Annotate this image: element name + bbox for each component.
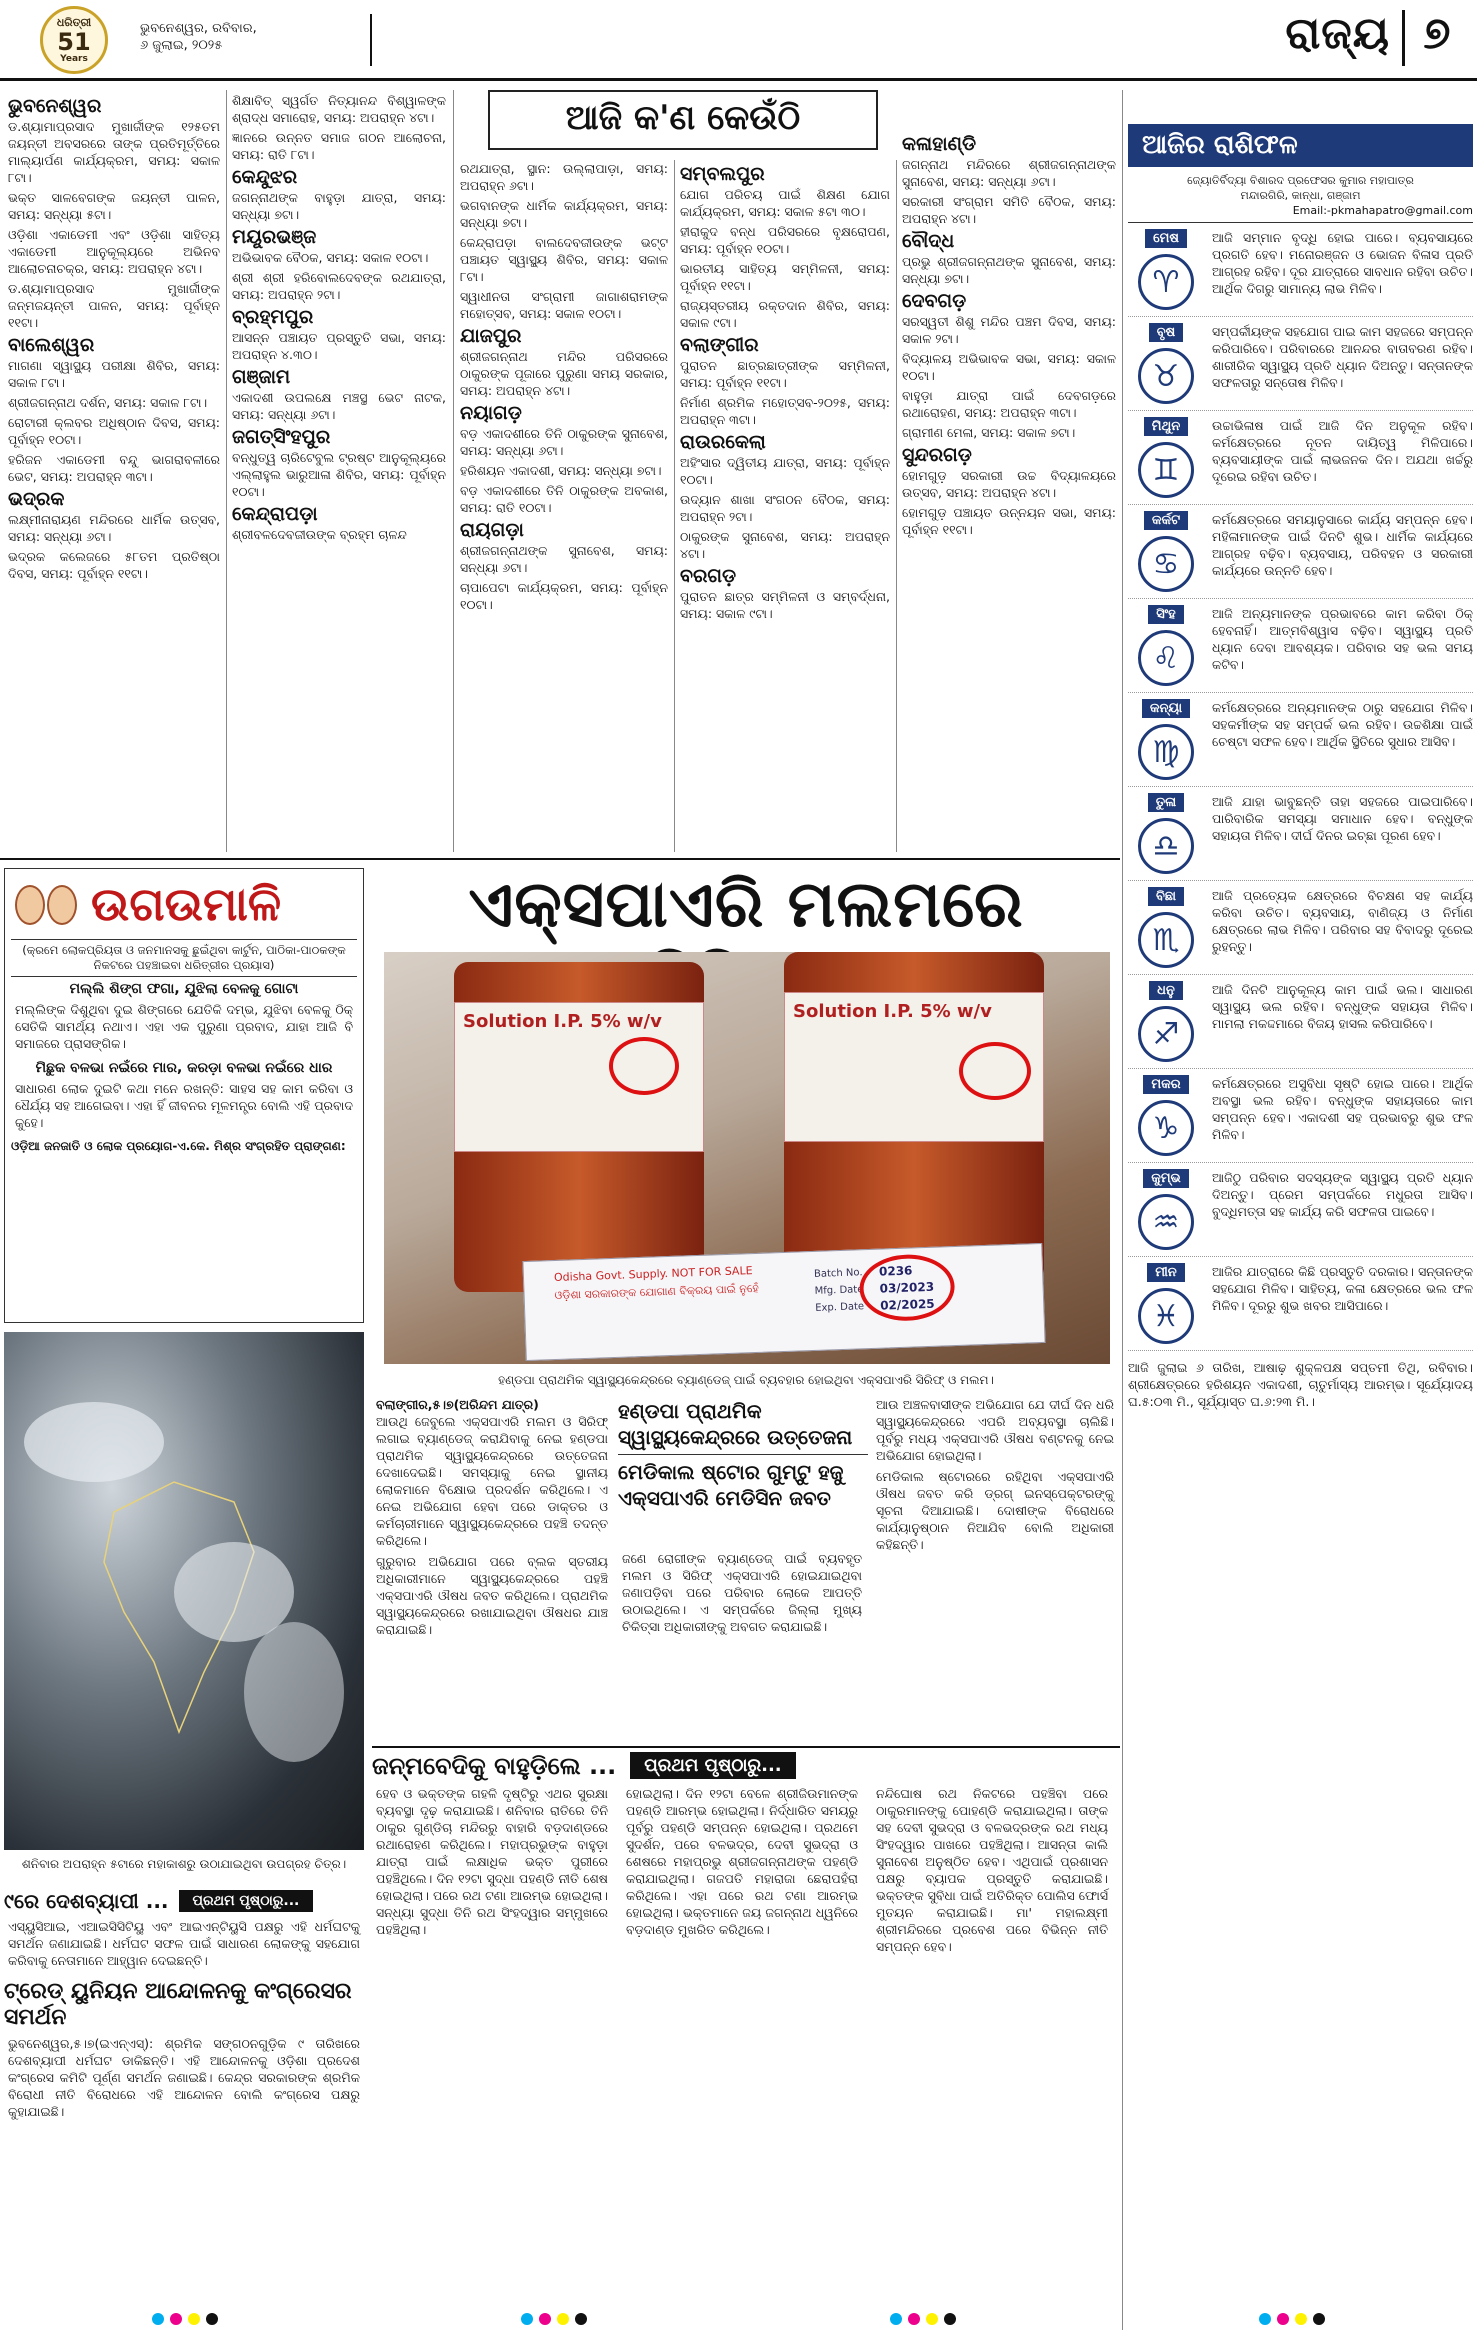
story-para-3: ଜଣେ ରୋଗୀଙ୍କ ବ୍ୟାଣ୍ଡେଜ୍ ପାଇଁ ବ୍ୟବହୃତ ମଲମ ଓ ସିରିଫ୍ ଏକ୍ସପାଏରି ହୋଇଯାଇଥିବା ଜଣାପଡ଼ିବା ପରେ ପରିବାର ଲୋକେ ଆପତ୍ତି ଉଠାଇଥିଲେ। ଏ ସମ୍ପର୍କରେ ଜିଲ୍ଲା ମୁଖ୍ୟ ଚିକିତ୍ସା ଅଧିକାରୀଙ୍କୁ ଅବଗତ କରାଯାଇଛି। [622, 1551, 862, 1634]
continued-tag: ପ୍ରଥମ ପୃଷ୍ଠାରୁ... [179, 1890, 314, 1912]
logo-years: 51 [57, 28, 91, 56]
zodiac-icon: ♐ [1138, 1006, 1194, 1062]
city-heading: ରାୟଗଡ଼ା [460, 519, 524, 541]
rashifal-panel [1128, 124, 1473, 2304]
zodiac-icon: ♈ [1138, 254, 1194, 310]
city-heading: ବାଲେଶ୍ୱର [8, 334, 95, 356]
rashi-sign-row [1128, 1257, 1473, 1351]
column-rule [674, 160, 675, 852]
event-item: ଗ୍ରାମୀଣ ମେଳା, ସମୟ: ସକାଳ ୭ଟା। [902, 425, 1076, 440]
rashi-sign-row [1128, 317, 1473, 411]
events-column-4 [676, 160, 894, 852]
masthead [0, 0, 1477, 82]
batch-label: Batch No. [813, 1267, 863, 1280]
city-heading: ଭୁବନେଶ୍ୱର [8, 95, 102, 117]
janmabedi-head: ଜନ୍ମବେଦିକୁ ବାହୁଡ଼ିଲେ ... [372, 1752, 617, 1780]
city-heading: ବୌଦ୍ଧ [902, 230, 955, 252]
rashi-sign-row [1128, 223, 1473, 317]
highlight-circle [609, 1037, 679, 1095]
event-item: ଚାପାପେଟା କାର୍ଯ୍ୟକ୍ରମ, ସମୟ: ପୂର୍ବାହ୍ନ ୧୦ଟା। [460, 580, 668, 612]
mfg-value: 03/2023 [879, 1279, 935, 1296]
zodiac-icon: ♏ [1138, 912, 1194, 968]
rashi-sign-name: କୁମ୍ଭ [1143, 1169, 1189, 1188]
city-heading: ଯାଜପୁର [460, 325, 522, 347]
nationwide-text: ଏସ୍‌ୟୁସିଆଇ, ଏଆଇସିସିଟିୟୁ ଏବଂ ଆଇଏନ୍‌ଟିୟୁସି ପକ୍ଷରୁ ଏହି ଧର୍ମଘଟକୁ ସମର୍ଥନ ଜଣାଯାଇଛି। ଧର୍ମଘଟ ସଫଳ ପାଇଁ ସାଧାରଣ ଲୋକଙ୍କୁ ସହଯୋଗ କରିବାକୁ ନେତାମାନେ ଆହ୍ୱାନ ଦେଇଛନ୍ତି। [8, 1919, 360, 1968]
event-item: ବିଦ୍ୟାଳୟ ଅଭିଭାବକ ସଭା, ସମୟ: ସକାଳ ୧୦ଟା। [902, 351, 1116, 383]
main-headline: ଏକ୍ସପାଏରି ମଲମରେ [468, 868, 1024, 942]
batch-value: 0236 [878, 1263, 913, 1279]
page-number: ୭ [1423, 8, 1451, 59]
continued-tag: ପ୍ରଥମ ପୃଷ୍ଠାରୁ... [630, 1752, 795, 1779]
exp-value: 02/2025 [879, 1296, 935, 1313]
city-heading: ଜଗତ୍‌ସିଂହପୁର [232, 426, 331, 448]
event-item: ସ୍ୱାଧୀନତା ସଂଗ୍ରାମୀ ଜାଗାଶରାମଙ୍କ ମହୋତ୍ସବ, ସମୟ: ସକାଳ ୧୦ଟା। [460, 289, 668, 321]
main-photo [384, 952, 1110, 1364]
event-item: ରୋଟାରୀ କ୍ଲବର ଅଧିଷ୍ଠାନ ଦିବସ, ସମୟ: ପୂର୍ବାହ୍ନ ୧୦ଟା। [8, 415, 220, 447]
rashi-sign-text: ଆଜି ସମ୍ମାନ ବୃଦ୍ଧି ହୋଇ ପାରେ। ବ୍ୟବସାୟରେ ପ୍ରଗତି ହେବ। ମନୋରଞ୍ଜନ ଓ ଭୋଜନ ବିଳାସ ପ୍ରତି ଆଗ୍ରହ ରହିବ। ଦୂର ଯାତ୍ରାରେ ସାବଧାନ ରହିବା ଉଚିତ। ଆର୍ଥିକ ଦିଗରୁ ସାମାନ୍ୟ ଲାଭ ମିଳିବ। [1212, 230, 1473, 296]
event-item: ଜଗନ୍ନାଥଙ୍କ ବାହୁଡ଼ା ଯାତ୍ରା, ସମୟ: ସନ୍ଧ୍ୟା ୭ଟା। [232, 190, 446, 222]
zodiac-icon: ♌ [1138, 630, 1194, 686]
verse-1-title: ମଲ୍ଲି ଶିଙ୍ଗ ଫଗା, ଯୁଝିଲା ବେଳକୁ ଗୋଟା [69, 981, 299, 997]
color-registration [887, 2310, 959, 2329]
city-heading: କେନ୍ଦୁଝର [232, 166, 298, 188]
trade-union-text: ଭୁବନେଶ୍ୱର,୫।୭(ଇଏନ୍ଏସ୍): ଶ୍ରମିକ ସଙ୍ଗଠନଗୁଡ଼ିକ ୯ ତାରିଖରେ ଦେଶବ୍ୟାପୀ ଧର୍ମଘଟ ଡାକିଛନ୍ତି। ଏହି ଆନ୍ଦୋଳନକୁ ଓଡ଼ିଶା ପ୍ରଦେଶ କଂଗ୍ରେସ କମିଟି ପୂର୍ଣ୍ଣ ସମର୍ଥନ ଜଣାଇଛି। କେନ୍ଦ୍ର ସରକାରଙ୍କ ଶ୍ରମିକ ବିରୋଧୀ ନୀତି ବିରୋଧରେ ଏହି ଆନ୍ଦୋଳନ ବୋଲି କଂଗ୍ରେସ ପକ୍ଷରୁ କୁହାଯାଇଛି। [8, 2036, 360, 2119]
event-item: ଶିକ୍ଷାବିତ୍ ସ୍ୱର୍ଗତ ନିତ୍ୟାନନ୍ଦ ବିଶ୍ୱାଳଙ୍କ ଶ୍ରାଦ୍ଧ ସମାରୋହ, ସମୟ: ଅପରାହ୍ନ ୪ଟା। [232, 93, 446, 125]
rashi-sign-name: ବୃଷ [1149, 323, 1183, 342]
event-item: ହୋମଗୁଡ଼ ପଞ୍ଚାୟତ ଉନ୍ନୟନ ସଭା, ସମୟ: ପୂର୍ବାହ୍ନ ୧୧ଟା। [902, 505, 1116, 537]
story-subhead-1: ହଣ୍ଡପା ପ୍ରାଥମିକ ସ୍ୱାସ୍ଥ୍ୟକେନ୍ଦ୍ରରେ ଉତ୍ତେଜନା [618, 1398, 868, 1455]
event-item: ବାହୁଡ଼ା ଯାତ୍ରା ପାଇଁ ଦେବଗଡ଼ରେ ରଥାରୋହଣ, ସମୟ: ଅପରାହ୍ନ ୩ଟା। [902, 388, 1116, 420]
rashi-sign-badge [1128, 1169, 1204, 1250]
story-column-1 [372, 1396, 612, 1740]
event-item: ମାଗଣା ସ୍ୱାସ୍ଥ୍ୟ ପରୀକ୍ଷା ଶିବିର, ସମୟ: ସକାଳ ୮ଟା। [8, 358, 220, 390]
event-item: ହରିଶୟନ ଏକାଦଶୀ, ସମୟ: ସନ୍ଧ୍ୟା ୭ଟା। [460, 463, 662, 478]
rashi-sign-name: ମିଥୁନ [1144, 417, 1188, 436]
event-item: ଉଦ୍ୟାନ ଶାଖା ସଂଗଠନ ବୈଠକ, ସମୟ: ଅପରାହ୍ନ ୨ଟା। [680, 492, 890, 524]
story-para-5: ମେଡିକାଲ ଷ୍ଟୋରରେ ରହିଥିବା ଏକ୍ସପାଏରି ଔଷଧ ଜବତ କରି ଡ୍ରଗ୍ ଇନସ୍ପେକ୍ଟରଙ୍କୁ ସୂଚନା ଦିଆଯାଇଛି। ଦୋଷୀଙ୍କ ବିରୋଧରେ କାର୍ଯ୍ୟାନୁଷ୍ଠାନ ନିଆଯିବ ବୋଲି ଅଧିକାରୀ କହିଛନ୍ତି। [876, 1469, 1114, 1552]
rashifal-author: ଜ୍ୟୋତିର୍ବିଦ୍ୟା ବିଶାରଦ ପ୍ରଫେସର କୁମାର ମହାପାତ୍ର [1187, 174, 1414, 187]
rashi-sign-row [1128, 1163, 1473, 1257]
rashi-sign-text: ଆଜି ପ୍ରତ୍ୟେକ କ୍ଷେତ୍ରରେ ବିଚକ୍ଷଣ ସହ କାର୍ଯ୍ୟ କରିବା ଉଚିତ। ବ୍ୟବସାୟ, ବାଣିଜ୍ୟ ଓ ନିର୍ମାଣ କ୍ଷେତ୍ରରେ ଲାଭ ମିଳିବ। ପରିବାର ସହ ବିବାଦରୁ ଦୂରେଇ ରୁହନ୍ତୁ। [1212, 888, 1473, 954]
event-item: ନିର୍ମାଣ ଶ୍ରମିକ ମହୋତ୍ସବ-୨୦୨୫, ସମୟ: ଅପରାହ୍ନ ୩ଟା। [680, 395, 890, 427]
event-item: ଅଭିଭାବକ ବୈଠକ, ସମୟ: ସକାଳ ୧୦ଟା। [232, 250, 429, 265]
story-para-1: ଆଉଥି ଜେବୁଲେ ଏକ୍ସପାଏରି ମଲମ ଓ ସିରିଫ୍ ଲଗାଇ ବ୍ୟାଣ୍ଡେଜ୍ କରାଯିବାକୁ ନେଇ ହଣ୍ଡପା ପ୍ରାଥମିକ ସ୍ୱାସ୍ଥ୍ୟକେନ୍ଦ୍ରରେ ଉତ୍ତେଜନା ଦେଖାଦେଇଛି। ସମସ୍ୟାକୁ ନେଇ ସ୍ଥାନୀୟ ଲୋକମାନେ ବିକ୍ଷୋଭ ପ୍ରଦର୍ଶନ କରିଥିଲେ। ଏ ନେଇ ଅଭିଯୋଗ ହେବା ପରେ ଡାକ୍ତର ଓ କର୍ମଚାରୀମାନେ ସ୍ୱାସ୍ଥ୍ୟକେନ୍ଦ୍ରରେ ପହଞ୍ଚି ତଦନ୍ତ କରିଥିଲେ। [376, 1414, 608, 1548]
highlight-circle [858, 1253, 955, 1322]
rashifal-title: ଆଜିର ରାଶିଫଳ [1128, 124, 1473, 167]
event-item: ଯୋଗ ପରିଚୟ ପାଇଁ ଶିକ୍ଷଣ ଯୋଗ କାର୍ଯ୍ୟକ୍ରମ, ସମୟ: ସକାଳ ୫ଟା ୩୦। [680, 187, 890, 219]
story-subheads [618, 1398, 868, 1511]
story-column-3 [872, 1396, 1118, 1740]
event-item: ଠାକୁରଙ୍କ ସୁନାବେଶ, ସମୟ: ଅପରାହ୍ନ ୪ଟା। [680, 529, 890, 561]
city-heading: ନୟାଗଡ଼ [460, 402, 522, 424]
rashi-sign-badge [1128, 417, 1204, 498]
column-rule [1122, 90, 1123, 2330]
rashi-sign-row [1128, 693, 1473, 787]
rashi-sign-badge [1128, 981, 1204, 1062]
rashi-sign-name: କନ୍ୟା [1142, 699, 1190, 718]
city-heading: ଦେବଗଡ଼ [902, 290, 967, 312]
rashi-sign-name: ଧନୁ [1149, 981, 1183, 1000]
verse-2-title: ମିଛୁକ ବଳଭା ନଇଁରେ ମାର, କରଡ଼ା ବଳଭା ନଇଁରେ ଧାର [35, 1060, 333, 1076]
satellite-image [4, 1332, 364, 1850]
column-rule [226, 90, 227, 852]
rashi-sign-row [1128, 411, 1473, 505]
rashi-sign-text: କର୍ମକ୍ଷେତ୍ରରେ ଅନ୍ୟମାନଙ୍କ ଠାରୁ ସହଯୋଗ ମିଳିବ। ସହକର୍ମୀଙ୍କ ସହ ସମ୍ପର୍କ ଭଲ ରହିବ। ଉଚ୍ଚଶିକ୍ଷା ପାଇଁ ଚେଷ୍ଟା ସଫଳ ହେବ। ଆର୍ଥିକ ସ୍ଥିତିରେ ସୁଧାର ଆସିବ। [1212, 700, 1473, 749]
section-rule [0, 858, 1120, 860]
rashi-sign-badge [1128, 793, 1204, 874]
city-heading: ସମ୍ବଲପୁର [680, 163, 765, 185]
panjika-text: ଆଜି ଜୁଲାଇ ୬ ତାରିଖ, ଆଷାଢ଼ ଶୁକ୍ଳପକ୍ଷ ସପ୍ତମୀ ତିଥି, ରବିବାର। ଶ୍ରୀକ୍ଷେତ୍ରରେ ହରିଶୟନ ଏକାଦଶୀ, ଚାତୁର୍ମାସ୍ୟ ଆରମ୍ଭ। ସୂର୍ଯ୍ୟୋଦୟ ଘ.୫:୦୩ ମି., ସୂର୍ଯ୍ୟାସ୍ତ ଘ.୬:୨୩ ମି.। [1128, 1360, 1473, 1409]
janmabedi-story [372, 1752, 1120, 2297]
event-item: ପୁରାତନ ଛାତ୍ର ସମ୍ମିଳନୀ ଓ ସମ୍ବର୍ଦ୍ଧନା, ସମୟ: ସକାଳ ୯ଟା। [680, 589, 890, 621]
events-column-5 [898, 130, 1120, 852]
rashi-sign-text: ଉଚ୍ଚାଭିଳାଷ ପାଇଁ ଆଜି ଦିନ ଅନୁକୂଳ ରହିବ। କର୍ମକ୍ଷେତ୍ରରେ ନୂତନ ଦାୟିତ୍ୱ ମିଳିପାରେ। ବ୍ୟବସାୟୀଙ୍କ ପାଇଁ ଲାଭଜନକ ଦିନ। ଅଯଥା ଖର୍ଚ୍ଚରୁ ଦୂରେଇ ରହିବା ଉଚିତ। [1212, 418, 1473, 484]
color-registration [518, 2310, 590, 2329]
story-subhead-2: ମେଡିକାଲ ଷ୍ଟୋର ଗୁମ୍‌ଟୁ ହଜୁ ଏକ୍ସପାଏରି ମେଡିସିନ ଜବତ [618, 1460, 844, 1510]
rashi-sign-row [1128, 787, 1473, 881]
rashi-sign-name: ବିଛା [1148, 887, 1184, 906]
rashi-sign-name: ମକର [1143, 1075, 1188, 1094]
rashi-sign-text: ଆଜି ଦିନଟି ଆନୁକୂଳ୍ୟ କାମ ପାଇଁ ଭଲ। ସାଧାରଣ ସ୍ୱାସ୍ଥ୍ୟ ଭଲ ରହିବ। ବନ୍ଧୁଙ୍କ ସହାୟତା ମିଳିବ। ମାମଲା ମକଦ୍ଦମାରେ ବିଜୟ ହାସଲ କରିପାରିବେ। [1212, 982, 1473, 1031]
story-para-4: ଆଉ ଅଞ୍ଚଳବାସୀଙ୍କ ଅଭିଯୋଗ ଯେ ଦୀର୍ଘ ଦିନ ଧରି ସ୍ୱାସ୍ଥ୍ୟକେନ୍ଦ୍ରରେ ଏପରି ଅବ୍ୟବସ୍ଥା ଚାଲିଛି। ପୂର୍ବରୁ ମଧ୍ୟ ଏକ୍ସପାଏରି ଔଷଧ ବଣ୍ଟନକୁ ନେଇ ଅଭିଯୋଗ ହୋଇଥିଲା। [876, 1397, 1114, 1463]
rashi-sign-badge [1128, 1075, 1204, 1156]
story-dateline: ବଲାଙ୍ଗୀର,୫।୭(ଅରିନ୍ଦମ ଯାତ୍ର) [376, 1397, 539, 1412]
rashi-sign-text: କର୍ମକ୍ଷେତ୍ରରେ ଅସୁବିଧା ସୃଷ୍ଟି ହୋଇ ପାରେ। ଆର୍ଥିକ ଅବସ୍ଥା ଭଲ ରହିବ। ବନ୍ଧୁଙ୍କ ସହାୟତାରେ କାମ ସମ୍ପନ୍ନ ହେବ। ଏକାଦଶୀ ସହ ପ୍ରଭାବରୁ ଶୁଭ ଫଳ ମିଳିବ। [1212, 1076, 1473, 1142]
trade-union-head: ଟ୍ରେଡ୍ ୟୁନିୟନ ଆନ୍ଦୋଳନକୁ କଂଗ୍ରେସର ସମର୍ଥନ [4, 1979, 352, 2030]
print-registration-marks [0, 2299, 1477, 2339]
rashi-sign-badge [1128, 887, 1204, 968]
cartoon-faces-icon [11, 875, 81, 935]
event-item: ଓଡ଼ିଶା ଏକାଡେମୀ ଏବଂ ଓଡ଼ିଶା ସାହିତ୍ୟ ଏକାଡେମୀ ଆନୁକୂଲ୍ୟରେ ଅଭିନବ ଆଲୋଚନାଚକ୍ର, ସମୟ: ଅପରାହ୍ନ ୪ଟା। [8, 227, 220, 276]
zodiac-icon: ♒ [1138, 1194, 1194, 1250]
event-item: ଭାରତୀୟ ସାହିତ୍ୟ ସମ୍ମିଳନୀ, ସମୟ: ପୂର୍ବାହ୍ନ ୧୧ଟା। [680, 261, 890, 293]
bottle-left [454, 962, 704, 1292]
continued-column-b: ହୋଇଥିଲା। ଦିନ ୧୨ଟା ବେଳେ ଶ୍ରୀଜିଉମାନଙ୍କ ପହଣ୍ଡି ଆରମ୍ଭ ହୋଇଥିଲା। ନିର୍ଦ୍ଧାରିତ ସମୟରୁ ପୂର୍ବରୁ ପହଣ୍ଡି ସମ୍ପନ୍ନ ହୋଇଥିଲା। ପ୍ରଥମେ ସୁଦର୍ଶନ, ପରେ ବଳଭଦ୍ର, ଦେବୀ ସୁଭଦ୍ରା ଓ ଶେଷରେ ମହାପ୍ରଭୁ ଶ୍ରୀଜଗନ୍ନାଥଙ୍କ ପହଣ୍ଡି କରାଯାଇଥିଲା। ଗଜପତି ମହାରାଜା ଛେରାପହଁରା କରିଥିଲେ। ଏହା ପରେ ରଥ ଟଣା ଆରମ୍ଭ ହୋଇଥିଲା। ଭକ୍ତମାନେ ଜୟ ଜଗନ୍ନାଥ ଧ୍ୱନିରେ ବଡ଼ଦାଣ୍ଡ ମୁଖରିତ କରିଥିଲେ। [626, 1786, 858, 1937]
ugaumali-title: ଉଗଉମାଳି [91, 877, 282, 931]
events-column-2 [228, 92, 450, 852]
event-item: ଶ୍ରୀଜଗନ୍ନାଥ ମନ୍ଦିର ପରିସରରେ ଠାକୁରଙ୍କ ପୂଜାରେ ପୁରୁଣା ସମୟ ସରକାର, ସମୟ: ଅପରାହ୍ନ ୪ଟା। [460, 349, 668, 398]
zodiac-icon: ♑ [1138, 1100, 1194, 1156]
rashi-sign-name: ମେଷ [1145, 229, 1187, 248]
janmabedi-text: ହେବ ଓ ଭକ୍ତଙ୍କ ଗହଳି ଦୃଷ୍ଟିରୁ ଏଥର ସୁରକ୍ଷା ବ୍ୟବସ୍ଥା ଦୃଢ଼ କରାଯାଇଛି। ଶନିବାର ରାତିରେ ତିନି ଠାକୁର ଗୁଣ୍ଡିଚା ମନ୍ଦିରରୁ ବାହାରି ବଡ଼ଦାଣ୍ଡରେ ରଥାରୋହଣ କରିଥିଲେ। ମହାପ୍ରଭୁଙ୍କ ବାହୁଡ଼ା ଯାତ୍ରା ପାଇଁ ଲକ୍ଷାଧିକ ଭକ୍ତ ପୁରୀରେ ପହଞ୍ଚିଥିଲେ। ଦିନ ୧୨ଟା ସୁଦ୍ଧା ପହଣ୍ଡି ନୀତି ଶେଷ ହୋଇଥିଲା। ପରେ ରଥ ଟଣା ଆରମ୍ଭ ହୋଇଥିଲା। ସନ୍ଧ୍ୟା ସୁଦ୍ଧା ତିନି ରଥ ସିଂହଦ୍ୱାର ସମ୍ମୁଖରେ ପହଞ୍ଚିଥିଲା। [376, 1786, 608, 1937]
rashi-sign-row [1128, 599, 1473, 693]
zodiac-icon: ♊ [1138, 442, 1194, 498]
color-registration [149, 2310, 221, 2329]
bottle-label-text: Solution I.P. 5% w/v [793, 1001, 992, 1022]
exp-label: Exp. Date [815, 1301, 865, 1314]
events-column-3 [456, 160, 672, 852]
city-heading: କେନ୍ଦ୍ରାପଡ଼ା [232, 503, 318, 525]
event-item: ଶ୍ରୀବଳଦେବଜୀଉଙ୍କ ବ୍ରହ୍ମ ଚାଳନ୍ଦ [232, 527, 407, 542]
logo-text: ଧରିତ୍ରୀ [56, 16, 92, 29]
continued-column-c: ନନ୍ଦିଘୋଷ ରଥ ନିକଟରେ ପହଞ୍ଚିବା ପରେ ଠାକୁରମାନଙ୍କୁ ପୋହଣ୍ଡି କରାଯାଇଥିଲା। ତାଙ୍କ ସହ ଦେବୀ ସୁଭଦ୍ରା ଓ ବଳଭଦ୍ରଙ୍କ ରଥ ମଧ୍ୟ ସିଂହଦ୍ୱାର ପାଖରେ ପହଞ୍ଚିଥିଲା। ଆସନ୍ତା କାଲି ସୁନାବେଶ ଅନୁଷ୍ଠିତ ହେବ। ଏଥିପାଇଁ ପ୍ରଶାସନ ପକ୍ଷରୁ ବ୍ୟାପକ ପ୍ରସ୍ତୁତି କରାଯାଇଛି। ଭକ୍ତଙ୍କ ସୁବିଧା ପାଇଁ ଅତିରିକ୍ତ ପୋଲିସ ଫୋର୍ସ ମୁତୟନ କରାଯାଇଛି। ମା' ମହାଲକ୍ଷ୍ମୀ ଶ୍ରୀମନ୍ଦିରରେ ପ୍ରବେଶ ପରେ ବିଭିନ୍ନ ନୀତି ସମ୍ପନ୍ନ ହେବ। [876, 1786, 1108, 1954]
verse-2-text: ସାଧାରଣ ଲୋକ ଦୁଇଟି କଥା ମନେ ରଖନ୍ତି: ସାହସ ସହ କାମ କରିବା ଓ ଧୈର୍ଯ୍ୟ ସହ ଆଗେଇବା। ଏହା ହିଁ ଜୀବନର ମୂଳମନ୍ତ୍ର ବୋଲି ଏହି ପ୍ରବାଦ କୁହେ। [15, 1081, 353, 1130]
verse-1-text: ମଲ୍ଲିଙ୍କ ଦିଶୁଥିବା ଦୁଇ ଶିଙ୍ଗରେ ଯେତିକି ଦମ୍ଭ, ଯୁଝିବା ବେଳକୁ ଠିକ୍ ସେତିକି ସାମର୍ଥ୍ୟ ନଥାଏ। ଏହା ଏକ ପୁରୁଣା ପ୍ରବାଦ, ଯାହା ଆଜି ବି ସମାଜରେ ପ୍ରାସଙ୍ଗିକ। [15, 1002, 353, 1051]
city-heading: କଳାହାଣ୍ଡି [902, 133, 977, 155]
rashi-sign-badge [1128, 605, 1204, 686]
rashi-sign-text: ଆଜି ଅନ୍ୟମାନଙ୍କ ପ୍ରଭାବରେ କାମ କରିବା ଠିକ୍ ହେବନାହିଁ। ଆତ୍ମବିଶ୍ୱାସ ବଢ଼ିବ। ସ୍ୱାସ୍ଥ୍ୟ ପ୍ରତି ଧ୍ୟାନ ଦେବା ଆବଶ୍ୟକ। ପରିବାର ସହ ଭଲ ସମୟ କଟିବ। [1212, 606, 1473, 672]
zodiac-icon: ♉ [1138, 348, 1194, 404]
rashi-sign-name: ମୀନ [1147, 1263, 1185, 1282]
city-heading: ବରଗଡ଼ [680, 565, 737, 587]
event-item: ଆସନ୍ନ ପଞ୍ଚାୟତ ପ୍ରସ୍ତୁତି ସଭା, ସମୟ: ଅପରାହ୍ନ ୪.୩୦। [232, 330, 446, 362]
nationwide-story [4, 1888, 364, 2128]
satellite-caption: ଶନିବାର ଅପରାହ୍ନ ୫ଟାରେ ମହାକାଶରୁ ଉଠାଯାଇଥିବା ଉପଗ୍ରହ ଚିତ୍ର। [21, 1857, 347, 1871]
rashi-sign-badge [1128, 511, 1204, 592]
rashi-sign-name: ତୁଳା [1148, 793, 1184, 812]
story-column-2 [618, 1550, 866, 1740]
event-item: ବଡ଼ ଏକାଦଶୀରେ ତିନି ଠାକୁରଙ୍କ ସୁନାବେଶ, ସମୟ: ସନ୍ଧ୍ୟା ୬ଟା। [460, 426, 668, 458]
city-heading: ରାଉରକେଲା [680, 431, 766, 453]
bottle-label-text: Solution I.P. 5% w/v [463, 1011, 662, 1032]
logo-years-label: Years [60, 54, 88, 64]
bottle-right [784, 952, 1044, 1282]
rashi-sign-row [1128, 505, 1473, 599]
event-item: ହୀରାକୁଦ ବନ୍ଧ ପରିସରରେ ବୃକ୍ଷରୋପଣ, ସମୟ: ପୂର୍ବାହ୍ନ ୧୦ଟା। [680, 224, 890, 256]
event-item: ହୋମଗୁଡ଼ ସରକାରୀ ଉଚ୍ଚ ବିଦ୍ୟାଳୟରେ ଉତ୍ସବ, ସମୟ: ଅପରାହ୍ନ ୪ଟା। [902, 468, 1116, 500]
city-heading: ମୟୂରଭଞ୍ଜ [232, 226, 317, 248]
event-item: ସରକାରୀ ସଂଗ୍ରାମ ସମିତି ବୈଠକ, ସମୟ: ଅପରାହ୍ନ ୪ଟା। [902, 194, 1116, 226]
rashi-sign-text: କର୍ମକ୍ଷେତ୍ରରେ ସମୟାନୁସାରେ କାର୍ଯ୍ୟ ସମ୍ପନ୍ନ ହେବ। ମହିଳାମାନଙ୍କ ପାଇଁ ଦିନଟି ଶୁଭ। ଧାର୍ମିକ କାର୍ଯ୍ୟରେ ଆଗ୍ରହ ବଢ଼ିବ। ବ୍ୟବସାୟ, ପରିବହନ ଓ ସରକାରୀ କାର୍ଯ୍ୟରେ ଉନ୍ନତି ହେବ। [1212, 512, 1473, 578]
city-heading: ବ୍ରହ୍ମପୁର [232, 306, 314, 328]
highlight-circle [959, 1042, 1031, 1100]
event-item: ଜ୍ଞାନରେ ଉନ୍ନତ ସମାଜ ଗଠନ ଆଲୋଚନା, ସମୟ: ରାତି ୮ଟା। [232, 130, 446, 162]
event-item: ଲକ୍ଷ୍ମୀନାରାୟଣ ମନ୍ଦିରରେ ଧାର୍ମିକ ଉତ୍ସବ, ସମୟ: ସନ୍ଧ୍ୟା ୬ଟା। [8, 512, 220, 544]
city-heading: ବଲାଙ୍ଗୀର [680, 334, 759, 356]
event-item: ଏକାଦଶୀ ଉପଲକ୍ଷେ ମଞ୍ଚସ୍ଥ ଭେଟ ନାଟକ, ସମୟ: ସନ୍ଧ୍ୟା ୬ଟା। [232, 390, 446, 422]
city-heading: ଗଞ୍ଜାମ [232, 366, 291, 388]
rashi-sign-name: କର୍କଟ [1144, 511, 1188, 530]
zodiac-icon: ♍ [1138, 724, 1194, 780]
events-column-1 [4, 92, 224, 852]
ugaumali-credit: ଓଡ଼ିଆ ଜନଜାତି ଓ ଲୋକ ପ୍ରୟୋଗ-ଏ.କେ. ମିଶ୍ର ସଂଗ୍ରହିତ ପ୍ରାଙ୍ଗଣ: [11, 1139, 346, 1153]
event-item: ବଡ଼ ଏକାଦଶୀରେ ତିନି ଠାକୁରଙ୍କ ଅବକାଶ, ସମୟ: ରାତି ୧୦ଟା। [460, 483, 668, 515]
event-item: ଭକ୍ତ ସାଳବେଗଙ୍କ ଜୟନ୍ତୀ ପାଳନ, ସମୟ: ସନ୍ଧ୍ୟା ୫ଟା। [8, 190, 220, 222]
rashifal-email: Email:-pkmahapatro@gmail.com [1128, 203, 1473, 223]
event-item: ବନ୍ଧୁତ୍ୱ ଚାରିଟେବୁଲ ଟ୍ରଷ୍ଟ ଆନୁକୂଲ୍ୟରେ ଏଲ୍ଲାହୁଲ ଭାରୁଆଳା ଶିବିର, ସମୟ: ପୂର୍ବାହ୍ନ ୧୦ଟା। [232, 450, 446, 499]
zodiac-icon: ♓ [1138, 1288, 1194, 1344]
event-item: ପୁରାତନ ଛାତ୍ରଛାତ୍ରୀଙ୍କ ସମ୍ମିଳନୀ, ସମୟ: ପୂର୍ବାହ୍ନ ୧୧ଟା। [680, 358, 890, 390]
rashi-sign-text: ସମ୍ପର୍କୀୟଙ୍କ ସହଯୋଗ ପାଇ କାମ ସହଜରେ ସମ୍ପନ୍ନ କରିପାରିବେ। ପରିବାରରେ ଆନନ୍ଦର ବାତାବରଣ ରହିବ। ଶାରୀରିକ ସ୍ୱାସ୍ଥ୍ୟ ପ୍ରତି ଧ୍ୟାନ ଦିଅନ୍ତୁ। ସନ୍ତାନଙ୍କ ସଫଳତାରୁ ସନ୍ତୋଷ ମିଳିବ। [1212, 324, 1473, 390]
section-title: ରାଜ୍ୟ [1285, 8, 1390, 59]
event-item: ଅହିଂସାର ଦ୍ୱିତୀୟ ଯାତ୍ରା, ସମୟ: ପୂର୍ବାହ୍ନ ୧୦ଟା। [680, 455, 890, 487]
satellite-map-outline [4, 1332, 364, 1850]
event-item: ଜଗନ୍ନାଥ ମନ୍ଦିରରେ ଶ୍ରୀଜଗନ୍ନାଥଙ୍କ ସୁନାବେଶ, ସମୟ: ସନ୍ଧ୍ୟା ୬ଟା। [902, 157, 1116, 189]
medicine-box [522, 1243, 1045, 1361]
column-rule [896, 160, 897, 852]
event-item: ଶ୍ରୀ ଶ୍ରୀ ହରିବୋଲଦେବଙ୍କ ରଥଯାତ୍ରା, ସମୟ: ଅପରାହ୍ନ ୨ଟା। [232, 270, 446, 302]
zodiac-icon: ♎ [1138, 818, 1194, 874]
event-item: ସରସ୍ୱତୀ ଶିଶୁ ମନ୍ଦିର ପଞ୍ଚମ ଦିବସ, ସମୟ: ସକାଳ ୨ଟା। [902, 314, 1116, 346]
ugaumali-intro: (କ୍ରମେ ଲୋକପ୍ରିୟତା ଓ ଜନମାନସକୁ ଛୁଇଁଥିବା କାର୍ଟୁନ, ପାଠିକା-ପାଠକଙ୍କ ନିକଟରେ ପହଞ୍ଚାଇବା ଧରିତ୍ରୀର ପ୍ରୟାସ) [11, 939, 357, 977]
event-item: ରାଜ୍ୟସ୍ତରୀୟ ରକ୍ତଦାନ ଶିବିର, ସମୟ: ସକାଳ ୯ଟା। [680, 298, 890, 330]
photo-caption: ହଣ୍ଡପା ପ୍ରାଥମିକ ସ୍ୱାସ୍ଥ୍ୟକେନ୍ଦ୍ରରେ ବ୍ୟାଣ୍ଡେଜ୍ ପାଇଁ ବ୍ୟବହାର ହୋଇଥିବା ଏକ୍ସପାଏରି ସିରିଫ୍ ଓ ମଲମ। [498, 1373, 994, 1387]
ugaumali-box [4, 868, 364, 1323]
event-item: ଡ.ଶ୍ୟାମାପ୍ରସାଦ ମୁଖାର୍ଜୀଙ୍କ ଜନ୍ମଜୟନ୍ତୀ ପାଳନ, ସମୟ: ପୂର୍ବାହ୍ନ ୧୧ଟା। [8, 281, 220, 330]
story-para-2: ଗୁରୁବାର ଅଭିଯୋଗ ପରେ ବ୍ଲକ ସ୍ତରୀୟ ଅଧିକାରୀମାନେ ସ୍ୱାସ୍ଥ୍ୟକେନ୍ଦ୍ରରେ ପହଞ୍ଚି ଏକ୍ସପାଏରି ଔଷଧ ଜବତ କରିଥିଲେ। ପ୍ରାଥମିକ ସ୍ୱାସ୍ଥ୍ୟକେନ୍ଦ୍ରରେ ରଖାଯାଇଥିବା ଔଷଧର ଯାଞ୍ଚ କରାଯାଇଛି। [376, 1554, 608, 1637]
event-item: ପ୍ରଭୁ ଶ୍ରୀଜଗନ୍ନାଥଙ୍କ ସୁନାବେଶ, ସମୟ: ସନ୍ଧ୍ୟା ୭ଟା। [902, 254, 1116, 286]
rashi-sign-row [1128, 881, 1473, 975]
rashi-sign-badge [1128, 699, 1204, 780]
city-heading: ସୁନ୍ଦରଗଡ଼ [902, 444, 972, 466]
rashi-sign-text: ଆଜି ଯାହା ଭାବୁଛନ୍ତି ତାହା ସହଜରେ ପାଇପାରିବେ। ପାରିବାରିକ ସମସ୍ୟା ସମାଧାନ ହେବ। ବନ୍ଧୁଙ୍କ ସହାୟତା ମିଳିବ। ଦୀର୍ଘ ଦିନର ଇଚ୍ଛା ପୂରଣ ହେବ। [1212, 794, 1473, 843]
event-item: କେନ୍ଦ୍ରାପଡ଼ା ବାଲଦେବଜୀଉଙ୍କ ଭଟ୍ଟ ପଞ୍ଚାୟତ ସ୍ୱାସ୍ଥ୍ୟ ଶିବିର, ସମୟ: ସକାଳ ୮ଟା। [460, 235, 668, 284]
city-heading: ଭଦ୍ରକ [8, 488, 65, 510]
rashi-sign-badge [1128, 229, 1204, 310]
rashifal-address: ମନ୍ଦାରଗିରି, କାନ୍ଧା, ଗଞ୍ଜାମ [1240, 189, 1361, 202]
event-item: ଡ.ଶ୍ୟାମାପ୍ରସାଦ ମୁଖାର୍ଜୀଙ୍କ ୧୨୫ତମ ଜୟନ୍ତୀ ଅବସରରେ ତାଙ୍କ ପ୍ରତିମୂର୍ତ୍ତିରେ ମାଲ୍ୟାର୍ପଣ କାର୍ଯ୍ୟକ୍ରମ, ସମୟ: ସକାଳ ୮ଟା। [8, 119, 220, 185]
mfg-label: Mfg. Date [814, 1284, 864, 1297]
header-divider-right [1402, 10, 1405, 66]
nationwide-head: ୯ରେ ଦେଶବ୍ୟାପୀ ... [4, 1889, 169, 1913]
section-rule [372, 1746, 1120, 1748]
dateline-day: ଭୁବନେଶ୍ୱର, ରବିବାର, [140, 21, 257, 36]
box-label-english: Odisha Govt. Supply. NOT FOR SALE [553, 1264, 753, 1285]
rashi-sign-text: ଆଜିର ଯାତ୍ରାରେ କିଛି ପ୍ରସ୍ତୁତି ଦରକାର। ସନ୍ତାନଙ୍କ ସହଯୋଗ ମିଳିବ। ସାହିତ୍ୟ, କଳା କ୍ଷେତ୍ରରେ ଭଲ ଫଳ ମିଳିବ। ଦୂରରୁ ଶୁଭ ଖବର ଆସିପାରେ। [1212, 1264, 1473, 1313]
event-item: ଭଦ୍ରକ କଲେଜରେ ୫୮ତମ ପ୍ରତିଷ୍ଠା ଦିବସ, ସମୟ: ପୂର୍ବାହ୍ନ ୧୧ଟା। [8, 549, 220, 581]
zodiac-icon: ♋ [1138, 536, 1194, 592]
rashi-sign-row [1128, 1069, 1473, 1163]
box-label-odia: ଓଡ଼ିଶା ସରକାରଙ୍କ ଯୋଗାଣ ବିକ୍ରୟ ପାଇଁ ନୁହେଁ [554, 1281, 759, 1302]
newspaper-logo [40, 6, 108, 74]
today-banner: ଆଜି କ'ଣ କେଉଁଠି [488, 90, 878, 150]
dateline-date: ୬ ଜୁଲାଇ, ୨୦୨୫ [140, 38, 223, 53]
rashi-sign-name: ସିଂହ [1148, 605, 1183, 624]
column-rule [453, 90, 454, 852]
rashi-sign-row [1128, 975, 1473, 1069]
rashi-sign-badge [1128, 1263, 1204, 1344]
header-divider [370, 14, 372, 66]
event-item: ଭଗବାନଙ୍କ ଧାର୍ମିକ କାର୍ଯ୍ୟକ୍ରମ, ସମୟ: ସନ୍ଧ୍ୟା ୭ଟା। [460, 198, 668, 230]
rashi-sign-badge [1128, 323, 1204, 404]
event-item: ଶ୍ରୀଜଗନ୍ନାଥ ଦର୍ଶନ, ସମୟ: ସକାଳ ୮ଟା। [8, 395, 208, 410]
dateline [140, 20, 400, 54]
color-registration [1256, 2310, 1328, 2329]
event-item: ହରିଜନ ଏକାଡେମୀ ବନ୍ଦୁ ଭାଗରାବଳୀରେ ଭେଟ, ସମୟ: ଅପରାହ୍ନ ୩ଟା। [8, 452, 220, 484]
rashifal-sign-list [1128, 223, 1473, 1351]
rashi-sign-text: ଆଜିଠୁ ପରିବାର ସଦସ୍ୟଙ୍କ ସ୍ୱାସ୍ଥ୍ୟ ପ୍ରତି ଧ୍ୟାନ ଦିଅନ୍ତୁ। ପ୍ରେମ ସମ୍ପର୍କରେ ମଧୁରତା ଆସିବ। ବୁଦ୍ଧିମତ୍ତା ସହ କାର୍ଯ୍ୟ କରି ସଫଳତା ପାଇବେ। [1212, 1170, 1473, 1219]
header-rule [0, 78, 1477, 81]
event-item: ଶ୍ରୀଜଗନ୍ନାଥଙ୍କ ସୁନାବେଶ, ସମୟ: ସନ୍ଧ୍ୟା ୬ଟା। [460, 543, 668, 575]
event-item: ରଥଯାତ୍ରା, ସ୍ଥାନ: ଉଲ୍ଲାପାଡ଼ା, ସମୟ: ଅପରାହ୍ନ ୬ଟା। [460, 161, 668, 193]
